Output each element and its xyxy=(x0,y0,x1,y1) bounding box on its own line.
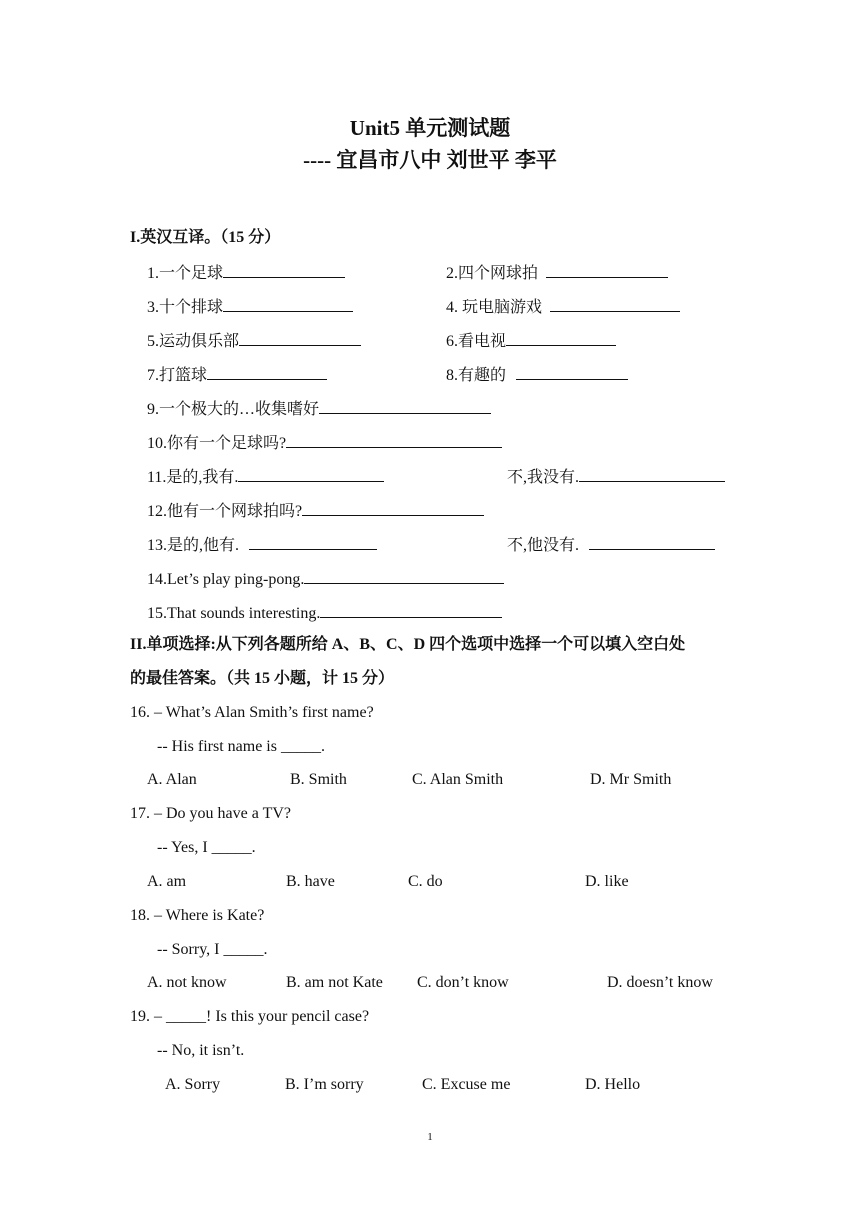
option-19-b[interactable]: B. I’m sorry xyxy=(285,1076,364,1093)
page-number: 1 xyxy=(427,1131,433,1143)
section1-heading: I.英汉互译。（15 分） xyxy=(130,229,281,246)
answer-blank[interactable] xyxy=(223,263,345,278)
option-18-a[interactable]: A. not know xyxy=(147,974,227,991)
answer-blank[interactable] xyxy=(207,365,327,380)
answer-blank[interactable] xyxy=(223,297,353,312)
answer-blank[interactable] xyxy=(304,569,504,584)
answer-blank[interactable] xyxy=(239,331,361,346)
answer-blank[interactable] xyxy=(516,365,628,380)
translation-item-5: 5.运动俱乐部 xyxy=(147,331,361,350)
question-18: 18. – Where is Kate? xyxy=(130,907,265,924)
translation-item-7: 7.打篮球 xyxy=(147,365,327,384)
answer-blank[interactable] xyxy=(238,467,384,482)
option-17-d[interactable]: D. like xyxy=(585,873,629,890)
answer-blank[interactable] xyxy=(302,501,484,516)
translation-item-11b: 不,我没有. xyxy=(507,467,725,486)
option-18-d[interactable]: D. doesn’t know xyxy=(607,974,713,991)
question-18-response: -- Sorry, I _____. xyxy=(157,941,268,958)
translation-item-6: 6.看电视 xyxy=(446,331,616,350)
translation-item-10: 10.你有一个足球吗? xyxy=(147,433,502,452)
translation-item-1: 1.一个足球 xyxy=(147,263,345,282)
translation-item-13a: 13.是的,他有. xyxy=(147,535,377,554)
translation-item-9: 9.一个极大的…收集嗜好 xyxy=(147,399,491,418)
answer-blank[interactable] xyxy=(506,331,616,346)
section2-heading-line1: II.单项选择:从下列各题所给 A、B、C、D 四个选项中选择一个可以填入空白处 xyxy=(130,636,686,653)
document-subtitle: ---- 宜昌市八中 刘世平 李平 xyxy=(303,148,557,172)
option-18-b[interactable]: B. am not Kate xyxy=(286,974,383,991)
answer-blank[interactable] xyxy=(579,467,725,482)
question-16: 16. – What’s Alan Smith’s first name? xyxy=(130,704,374,721)
translation-item-2: 2.四个网球拍 xyxy=(446,263,668,282)
answer-blank[interactable] xyxy=(550,297,680,312)
translation-item-12: 12.他有一个网球拍吗? xyxy=(147,501,484,520)
answer-blank[interactable] xyxy=(319,399,491,414)
answer-blank[interactable] xyxy=(320,603,502,618)
section2-heading-line2: 的最佳答案。（共 15 小题，计 15 分） xyxy=(130,670,395,687)
translation-item-13b: 不,他没有. xyxy=(507,535,715,554)
translation-item-14: 14.Let’s play ping-pong. xyxy=(147,569,504,588)
translation-item-3: 3.十个排球 xyxy=(147,297,353,316)
option-17-c[interactable]: C. do xyxy=(408,873,443,890)
translation-item-11a: 11.是的,我有. xyxy=(147,467,384,486)
option-19-c[interactable]: C. Excuse me xyxy=(422,1076,511,1093)
answer-blank[interactable] xyxy=(546,263,668,278)
option-18-c[interactable]: C. don’t know xyxy=(417,974,509,991)
option-19-d[interactable]: D. Hello xyxy=(585,1076,641,1093)
option-19-a[interactable]: A. Sorry xyxy=(165,1076,221,1093)
option-17-a[interactable]: A. am xyxy=(147,873,187,890)
document-title: Unit5 单元测试题 xyxy=(349,116,511,140)
option-16-d[interactable]: D. Mr Smith xyxy=(590,771,672,788)
option-16-b[interactable]: B. Smith xyxy=(290,771,347,788)
question-16-response: -- His first name is _____. xyxy=(157,738,325,755)
option-17-b[interactable]: B. have xyxy=(286,873,335,890)
answer-blank[interactable] xyxy=(249,535,377,550)
option-16-c[interactable]: C. Alan Smith xyxy=(412,771,504,788)
option-16-a[interactable]: A. Alan xyxy=(147,771,197,788)
answer-blank[interactable] xyxy=(589,535,715,550)
question-17: 17. – Do you have a TV? xyxy=(130,805,291,822)
translation-item-15: 15.That sounds interesting. xyxy=(147,603,502,622)
question-19-response: -- No, it isn’t. xyxy=(157,1042,245,1059)
translation-item-8: 8.有趣的 xyxy=(446,365,628,384)
question-19: 19. – _____! Is this your pencil case? xyxy=(130,1008,370,1025)
question-17-response: -- Yes, I _____. xyxy=(157,839,256,856)
translation-item-4: 4. 玩电脑游戏 xyxy=(446,297,680,316)
answer-blank[interactable] xyxy=(286,433,502,448)
